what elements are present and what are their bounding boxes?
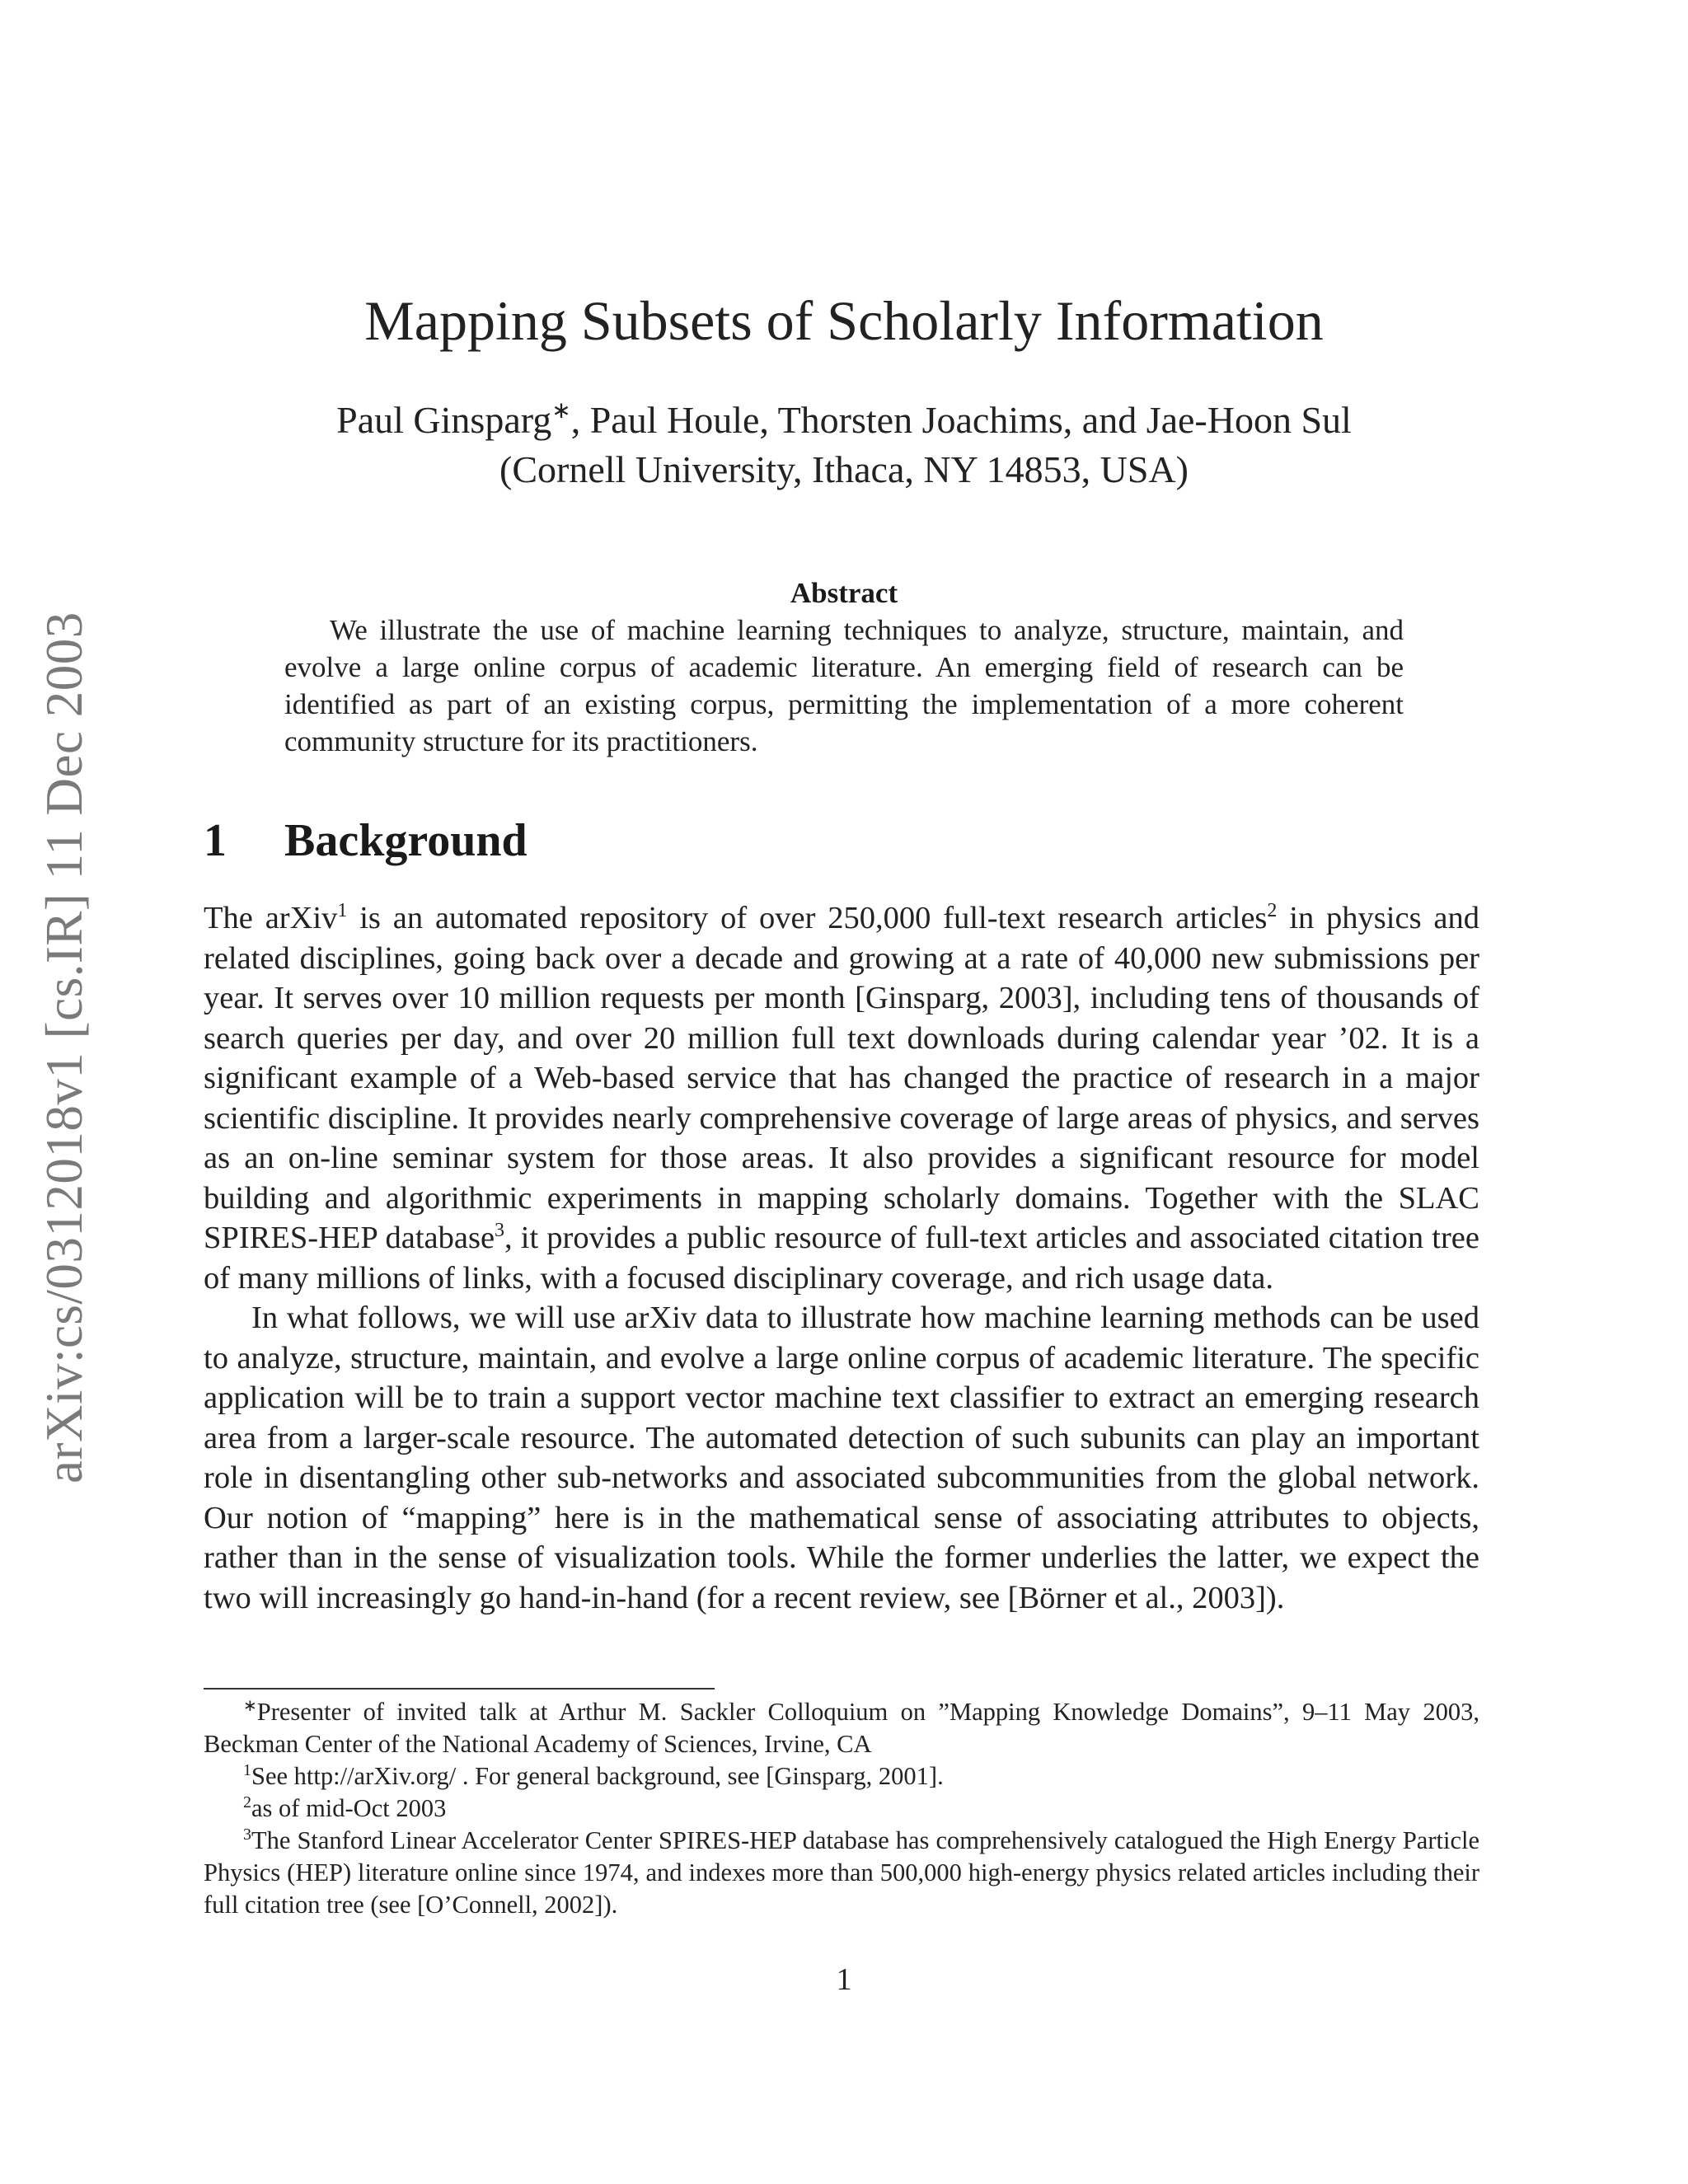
author-list [0,396,1688,445]
footnote-text: The Stanford Linear Accelerator Center SPIRES-HEP database has comprehensively catalogued the High Energy Particle Physics (HEP) literature online since 1974, and indexes more than 500,000 high-energy physics related articles including their full citation tree (see [O’Connell, 2002]). [204,1826,1479,1919]
author-block [0,396,1688,494]
section-heading [204,814,528,867]
footnote [204,1760,1479,1793]
arxiv-identifier: arXiv:cs/0312018v1 [cs.IR] 11 Dec 2003 [35,612,93,1483]
footnotes [204,1696,1479,1921]
paragraph: In what follows, we will use arXiv data to illustrate how machine learning methods can be used to analyze, structure, maintain, and evolve a large online corpus of academic literature. The specific application will be to train a support vector machine text classifier to extract an emerging research area from a larger-scale resource. The automated detection of such subunits can play an important role in disentangling other sub-networks and associated subcommunities from the global network. Our notion of “mapping” here is in the mathematical sense of associating attributes to objects, rather than in the sense of visualization tools. While the former underlies the latter, we expect the two will increasingly go hand-in-hand (for a recent review, see [Börner et al., 2003]). [204,1301,1479,1615]
paper-title: Mapping Subsets of Scholarly Information [364,289,1324,352]
footnote-ref: 2 [1267,900,1278,921]
author-first: Paul Ginsparg [336,399,552,441]
footnote-text: as of mid-Oct 2003 [251,1794,447,1822]
footnote-divider [204,1688,715,1690]
footnote [204,1696,1479,1760]
presenter-footnote-mark: ∗ [551,398,571,424]
footnote-text: Presenter of invited talk at Arthur M. Sackler Colloquium on ”Mapping Knowledge Domains”, 9–11 May 2003, Beckman Center of the National Academy of Sciences, Irvine, CA [204,1698,1479,1758]
footnote-mark: 1 [243,1761,251,1779]
footnote-ref: 3 [495,1220,505,1241]
footnote-mark: 2 [243,1793,251,1811]
footnote-mark: 3 [243,1825,251,1844]
footnote [204,1825,1479,1921]
footnote-text: See http://arXiv.org/ . For general background, see [Ginsparg, 2001]. [251,1762,944,1790]
paragraph [204,898,1479,1298]
section-title: Background [284,815,528,866]
section-number: 1 [204,815,227,866]
abstract-text: We illustrate the use of machine learning techniques to analyze, structure, maintain, and evolve a large online corpus of academic literature. An emerging field of research can be identified as part of an existing corpus, permitting the implementation of a more coherent community structure for its practitioners. [284,614,1404,757]
author-rest: , Paul Houle, Thorsten Joachims, and Jae-Hoon Sul [570,399,1352,441]
paragraph-text: , it provides a public resource of full-text articles and associated citation tree of many millions of links, with a focused disciplinary coverage, and rich usage data. [204,1221,1479,1296]
section-body [204,898,1479,1618]
footnote-mark: ∗ [243,1697,257,1715]
abstract-heading: Abstract [790,577,898,609]
footnote [204,1793,1479,1825]
paragraph-text: The arXiv [204,901,338,935]
paragraph-text: in physics and related disciplines, going back over a decade and growing at a rate of 40,000 new submissions per year. It serves over 10 million requests per month [Ginsparg, 2003], including tens of thousands of search queries per day, and over 20 million full text downloads during calendar year ’02. It is a significant example of a Web-based service that has changed the practice of research in a major scientific discipline. It provides nearly comprehensive coverage of large areas of physics, and serves as an on-line seminar system for those areas. It also provides a significant resource for model building and algorithmic experiments in mapping scholarly domains. Together with the SLAC SPIRES-HEP database [204,901,1480,1255]
page-number: 1 [836,1962,852,1997]
author-affiliation: (Cornell University, Ithaca, NY 14853, USA) [499,448,1189,490]
paragraph-text: is an automated repository of over 250,000 full-text research articles [347,901,1268,935]
footnote-ref: 1 [337,900,348,921]
